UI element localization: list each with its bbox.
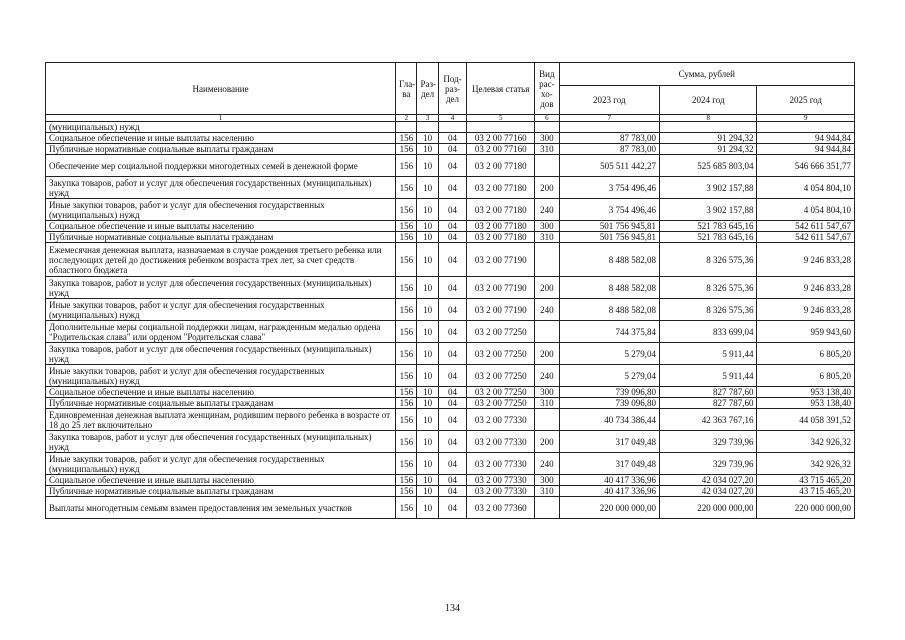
row-sum-2024: 42 363 767,16 <box>660 409 757 431</box>
row-podrazdel: 04 <box>438 497 466 519</box>
row-vid: 310 <box>535 486 559 497</box>
table-row <box>46 343 855 365</box>
table-row <box>46 122 855 133</box>
row-glava: 156 <box>396 243 417 277</box>
row-sum-2025: 542 611 547,67 <box>757 232 855 243</box>
header-glava: Гла-ва <box>396 63 417 115</box>
table-header <box>46 63 855 122</box>
colnum: 8 <box>660 115 757 122</box>
colnum: 7 <box>559 115 659 122</box>
row-name: Выплаты многодетным семьям взамен предоставления им земельных участков <box>46 497 396 519</box>
row-glava: 156 <box>396 133 417 144</box>
colnum: 6 <box>535 115 559 122</box>
row-glava: 156 <box>396 221 417 232</box>
row-name: Социальное обеспечение и иные выплаты населению <box>46 221 396 232</box>
row-sum-2024: 8 326 575,36 <box>660 277 757 299</box>
table-row <box>46 177 855 199</box>
row-name: Публичные нормативные социальные выплаты гражданам <box>46 486 396 497</box>
row-vid: 240 <box>535 453 559 475</box>
row-sum-2025: 220 000 000,00 <box>757 497 855 519</box>
row-vid: 240 <box>535 299 559 321</box>
colnum: 3 <box>417 115 438 122</box>
row-razdel: 10 <box>417 497 438 519</box>
row-sum-2024: 8 326 575,36 <box>660 243 757 277</box>
row-target: 03 2 00 77250 <box>467 365 535 387</box>
table-row <box>46 475 855 486</box>
row-target: 03 2 00 77250 <box>467 398 535 409</box>
row-vid: 310 <box>535 232 559 243</box>
row-sum-2025: 4 054 804,10 <box>757 177 855 199</box>
row-podrazdel: 04 <box>438 486 466 497</box>
row-target: 03 2 00 77190 <box>467 277 535 299</box>
header-vid: Вид рас-хо-дов <box>535 63 559 115</box>
row-glava: 156 <box>396 155 417 177</box>
row-glava: 156 <box>396 177 417 199</box>
header-razdel: Раз-дел <box>417 63 438 115</box>
row-target: 03 2 00 77190 <box>467 243 535 277</box>
row-sum-2024: 3 902 157,88 <box>660 199 757 221</box>
row-razdel: 10 <box>417 387 438 398</box>
row-target: 03 2 00 77180 <box>467 199 535 221</box>
row-glava: 156 <box>396 365 417 387</box>
row-name: Социальное обеспечение и иные выплаты населению <box>46 475 396 486</box>
row-vid <box>535 321 559 343</box>
row-sum-2023: 5 279,04 <box>559 343 659 365</box>
row-glava: 156 <box>396 387 417 398</box>
row-sum-2024: 329 739,96 <box>660 453 757 475</box>
row-glava: 156 <box>396 321 417 343</box>
row-razdel: 10 <box>417 431 438 453</box>
row-sum-2023: 501 756 945,81 <box>559 232 659 243</box>
row-sum-2024: 521 783 645,16 <box>660 232 757 243</box>
row-sum-2024: 525 685 803,04 <box>660 155 757 177</box>
row-sum-2023: 220 000 000,00 <box>559 497 659 519</box>
row-sum-2024: 220 000 000,00 <box>660 497 757 519</box>
row-razdel: 10 <box>417 475 438 486</box>
row-razdel: 10 <box>417 177 438 199</box>
row-razdel: 10 <box>417 343 438 365</box>
row-glava: 156 <box>396 232 417 243</box>
row-target: 03 2 00 77160 <box>467 144 535 155</box>
row-sum-2023: 8 488 582,08 <box>559 243 659 277</box>
row-sum-2023: 40 417 336,96 <box>559 475 659 486</box>
table-row <box>46 453 855 475</box>
row-glava: 156 <box>396 475 417 486</box>
row-podrazdel: 04 <box>438 277 466 299</box>
row-target: 03 2 00 77330 <box>467 431 535 453</box>
table-row <box>46 387 855 398</box>
row-target: 03 2 00 77360 <box>467 497 535 519</box>
table-row <box>46 321 855 343</box>
row-vid: 200 <box>535 277 559 299</box>
row-sum-2025: 4 054 804,10 <box>757 199 855 221</box>
row-glava: 156 <box>396 277 417 299</box>
row-sum-2024: 827 787,60 <box>660 387 757 398</box>
row-razdel: 10 <box>417 133 438 144</box>
row-podrazdel: 04 <box>438 155 466 177</box>
row-sum-2023: 505 511 442,27 <box>559 155 659 177</box>
row-podrazdel: 04 <box>438 221 466 232</box>
row-sum-2024: 3 902 157,88 <box>660 177 757 199</box>
row-razdel: 10 <box>417 398 438 409</box>
page-number: 134 <box>445 603 460 614</box>
header-sum: Сумма, рублей <box>559 63 854 86</box>
row-sum-2025: 953 138,40 <box>757 387 855 398</box>
row-name: Закупка товаров, работ и услуг для обеспечения государственных (муниципальных) нужд <box>46 277 396 299</box>
row-sum-2023: 87 783,00 <box>559 133 659 144</box>
row-sum-2024 <box>660 122 757 133</box>
row-podrazdel <box>438 122 466 133</box>
row-glava: 156 <box>396 144 417 155</box>
budget-table <box>45 62 855 519</box>
row-name: Публичные нормативные социальные выплаты гражданам <box>46 398 396 409</box>
row-podrazdel: 04 <box>438 365 466 387</box>
row-target: 03 2 00 77250 <box>467 343 535 365</box>
row-sum-2025: 6 805,20 <box>757 343 855 365</box>
row-vid: 300 <box>535 221 559 232</box>
row-glava: 156 <box>396 497 417 519</box>
row-glava: 156 <box>396 299 417 321</box>
row-name: Иные закупки товаров, работ и услуг для обеспечения государственных (муниципальных) нужд <box>46 299 396 321</box>
table-row <box>46 133 855 144</box>
colnum: 9 <box>757 115 855 122</box>
row-glava: 156 <box>396 486 417 497</box>
row-sum-2024: 521 783 645,16 <box>660 221 757 232</box>
row-razdel: 10 <box>417 365 438 387</box>
row-sum-2024: 91 294,32 <box>660 133 757 144</box>
row-name: Социальное обеспечение и иные выплаты населению <box>46 133 396 144</box>
row-vid <box>535 122 559 133</box>
colnum: 2 <box>396 115 417 122</box>
row-sum-2023: 5 279,04 <box>559 365 659 387</box>
row-vid: 300 <box>535 133 559 144</box>
row-razdel: 10 <box>417 486 438 497</box>
row-podrazdel: 04 <box>438 343 466 365</box>
row-sum-2024: 5 911,44 <box>660 365 757 387</box>
row-podrazdel: 04 <box>438 199 466 221</box>
row-name: Единовременная денежная выплата женщинам, родившим первого ребенка в возрасте от 18 до 25 лет включительно <box>46 409 396 431</box>
row-sum-2024: 91 294,32 <box>660 144 757 155</box>
row-razdel: 10 <box>417 199 438 221</box>
row-name: Закупка товаров, работ и услуг для обеспечения государственных (муниципальных) нужд <box>46 431 396 453</box>
row-vid: 200 <box>535 431 559 453</box>
row-glava: 156 <box>396 343 417 365</box>
row-podrazdel: 04 <box>438 299 466 321</box>
table-row <box>46 299 855 321</box>
row-target: 03 2 00 77330 <box>467 453 535 475</box>
colnum: 5 <box>467 115 535 122</box>
row-target: 03 2 00 77180 <box>467 155 535 177</box>
row-sum-2023: 739 096,80 <box>559 387 659 398</box>
row-vid: 300 <box>535 387 559 398</box>
row-razdel: 10 <box>417 277 438 299</box>
row-target: 03 2 00 77190 <box>467 299 535 321</box>
table-row <box>46 232 855 243</box>
row-target: 03 2 00 77180 <box>467 232 535 243</box>
row-razdel: 10 <box>417 409 438 431</box>
header-podrazdel: Под-раз-дел <box>438 63 466 115</box>
row-sum-2025: 9 246 833,28 <box>757 299 855 321</box>
table-row <box>46 277 855 299</box>
row-podrazdel: 04 <box>438 243 466 277</box>
row-name: Социальное обеспечение и иные выплаты населению <box>46 387 396 398</box>
colnum: 1 <box>46 115 396 122</box>
header-2023: 2023 год <box>559 86 659 115</box>
row-sum-2023: 8 488 582,08 <box>559 299 659 321</box>
row-razdel: 10 <box>417 453 438 475</box>
row-razdel: 10 <box>417 155 438 177</box>
row-sum-2024: 5 911,44 <box>660 343 757 365</box>
row-podrazdel: 04 <box>438 475 466 486</box>
row-podrazdel: 04 <box>438 409 466 431</box>
table-row <box>46 365 855 387</box>
row-podrazdel: 04 <box>438 177 466 199</box>
header-target: Целевая статья <box>467 63 535 115</box>
row-sum-2024: 42 034 027,20 <box>660 475 757 486</box>
row-sum-2024: 827 787,60 <box>660 398 757 409</box>
row-sum-2023: 3 754 496,46 <box>559 177 659 199</box>
row-glava: 156 <box>396 199 417 221</box>
row-sum-2024: 8 326 575,36 <box>660 299 757 321</box>
table-row <box>46 144 855 155</box>
row-name: Публичные нормативные социальные выплаты гражданам <box>46 232 396 243</box>
row-podrazdel: 04 <box>438 398 466 409</box>
row-sum-2024: 329 739,96 <box>660 431 757 453</box>
header-name: Наименование <box>46 63 396 115</box>
row-name: Закупка товаров, работ и услуг для обеспечения государственных (муниципальных) нужд <box>46 177 396 199</box>
row-vid: 240 <box>535 365 559 387</box>
row-sum-2023 <box>559 122 659 133</box>
table-row <box>46 431 855 453</box>
row-sum-2025: 953 138,40 <box>757 398 855 409</box>
row-sum-2025: 9 246 833,28 <box>757 243 855 277</box>
row-vid: 200 <box>535 177 559 199</box>
row-razdel: 10 <box>417 144 438 155</box>
row-sum-2025: 94 944,84 <box>757 144 855 155</box>
row-vid: 200 <box>535 343 559 365</box>
row-sum-2025: 542 611 547,67 <box>757 221 855 232</box>
row-sum-2023: 3 754 496,46 <box>559 199 659 221</box>
row-razdel <box>417 122 438 133</box>
table-row <box>46 155 855 177</box>
row-target: 03 2 00 77180 <box>467 221 535 232</box>
row-sum-2025: 94 944,84 <box>757 133 855 144</box>
row-sum-2025: 43 715 465,20 <box>757 475 855 486</box>
table-row <box>46 199 855 221</box>
row-target: 03 2 00 77250 <box>467 321 535 343</box>
row-podrazdel: 04 <box>438 144 466 155</box>
row-sum-2025: 342 926,32 <box>757 431 855 453</box>
row-glava: 156 <box>396 453 417 475</box>
row-name: (муниципальных) нужд <box>46 122 396 133</box>
row-podrazdel: 04 <box>438 321 466 343</box>
header-2025: 2025 год <box>757 86 855 115</box>
row-name: Дополнительные меры социальной поддержки лицам, награжденным медалью ордена "Родительская слава" или орденом "Родительская слава" <box>46 321 396 343</box>
column-numbers <box>46 115 855 122</box>
row-target: 03 2 00 77330 <box>467 486 535 497</box>
row-sum-2023: 87 783,00 <box>559 144 659 155</box>
row-name: Обеспечение мер социальной поддержки многодетных семей в денежной форме <box>46 155 396 177</box>
row-vid <box>535 497 559 519</box>
row-target: 03 2 00 77330 <box>467 409 535 431</box>
table-row <box>46 497 855 519</box>
row-razdel: 10 <box>417 232 438 243</box>
row-sum-2025: 43 715 465,20 <box>757 486 855 497</box>
row-glava: 156 <box>396 409 417 431</box>
row-sum-2023: 317 049,48 <box>559 431 659 453</box>
row-name: Иные закупки товаров, работ и услуг для обеспечения государственных (муниципальных) нужд <box>46 199 396 221</box>
row-sum-2025: 44 058 391,52 <box>757 409 855 431</box>
table-row <box>46 398 855 409</box>
table-body <box>46 122 855 519</box>
row-sum-2025: 9 246 833,28 <box>757 277 855 299</box>
table-row <box>46 243 855 277</box>
row-vid: 310 <box>535 398 559 409</box>
row-target: 03 2 00 77250 <box>467 387 535 398</box>
row-sum-2023: 40 417 336,96 <box>559 486 659 497</box>
row-sum-2024: 833 699,04 <box>660 321 757 343</box>
row-vid: 310 <box>535 144 559 155</box>
row-sum-2025: 546 666 351,77 <box>757 155 855 177</box>
row-vid: 300 <box>535 475 559 486</box>
row-sum-2023: 317 049,48 <box>559 453 659 475</box>
row-podrazdel: 04 <box>438 431 466 453</box>
row-podrazdel: 04 <box>438 232 466 243</box>
row-name: Иные закупки товаров, работ и услуг для обеспечения государственных (муниципальных) нужд <box>46 453 396 475</box>
table-row <box>46 409 855 431</box>
row-vid: 240 <box>535 199 559 221</box>
table-row <box>46 221 855 232</box>
row-name: Публичные нормативные социальные выплаты гражданам <box>46 144 396 155</box>
row-sum-2024: 42 034 027,20 <box>660 486 757 497</box>
row-sum-2023: 40 734 386,44 <box>559 409 659 431</box>
row-vid <box>535 409 559 431</box>
row-vid <box>535 155 559 177</box>
row-glava: 156 <box>396 431 417 453</box>
row-vid <box>535 243 559 277</box>
row-sum-2023: 739 096,80 <box>559 398 659 409</box>
row-sum-2023: 744 375,84 <box>559 321 659 343</box>
row-name: Ежемесячная денежная выплата, назначаемая в случае рождения третьего ребенка или последующих детей до достижения ребенком возраста трех лет, за счет средств областного бюджета <box>46 243 396 277</box>
row-sum-2023: 8 488 582,08 <box>559 277 659 299</box>
colnum: 4 <box>438 115 466 122</box>
row-podrazdel: 04 <box>438 133 466 144</box>
row-name: Закупка товаров, работ и услуг для обеспечения государственных (муниципальных) нужд <box>46 343 396 365</box>
table-row <box>46 486 855 497</box>
row-glava <box>396 122 417 133</box>
header-2024: 2024 год <box>660 86 757 115</box>
row-target: 03 2 00 77180 <box>467 177 535 199</box>
row-sum-2023: 501 756 945,81 <box>559 221 659 232</box>
row-razdel: 10 <box>417 243 438 277</box>
row-sum-2025: 959 943,60 <box>757 321 855 343</box>
row-razdel: 10 <box>417 299 438 321</box>
row-target: 03 2 00 77160 <box>467 133 535 144</box>
row-razdel: 10 <box>417 221 438 232</box>
row-sum-2025: 6 805,20 <box>757 365 855 387</box>
row-sum-2025 <box>757 122 855 133</box>
row-name: Иные закупки товаров, работ и услуг для обеспечения государственных (муниципальных) нужд <box>46 365 396 387</box>
row-razdel: 10 <box>417 321 438 343</box>
row-glava: 156 <box>396 398 417 409</box>
row-podrazdel: 04 <box>438 453 466 475</box>
row-sum-2025: 342 926,32 <box>757 453 855 475</box>
row-podrazdel: 04 <box>438 387 466 398</box>
row-target: 03 2 00 77330 <box>467 475 535 486</box>
row-target <box>467 122 535 133</box>
